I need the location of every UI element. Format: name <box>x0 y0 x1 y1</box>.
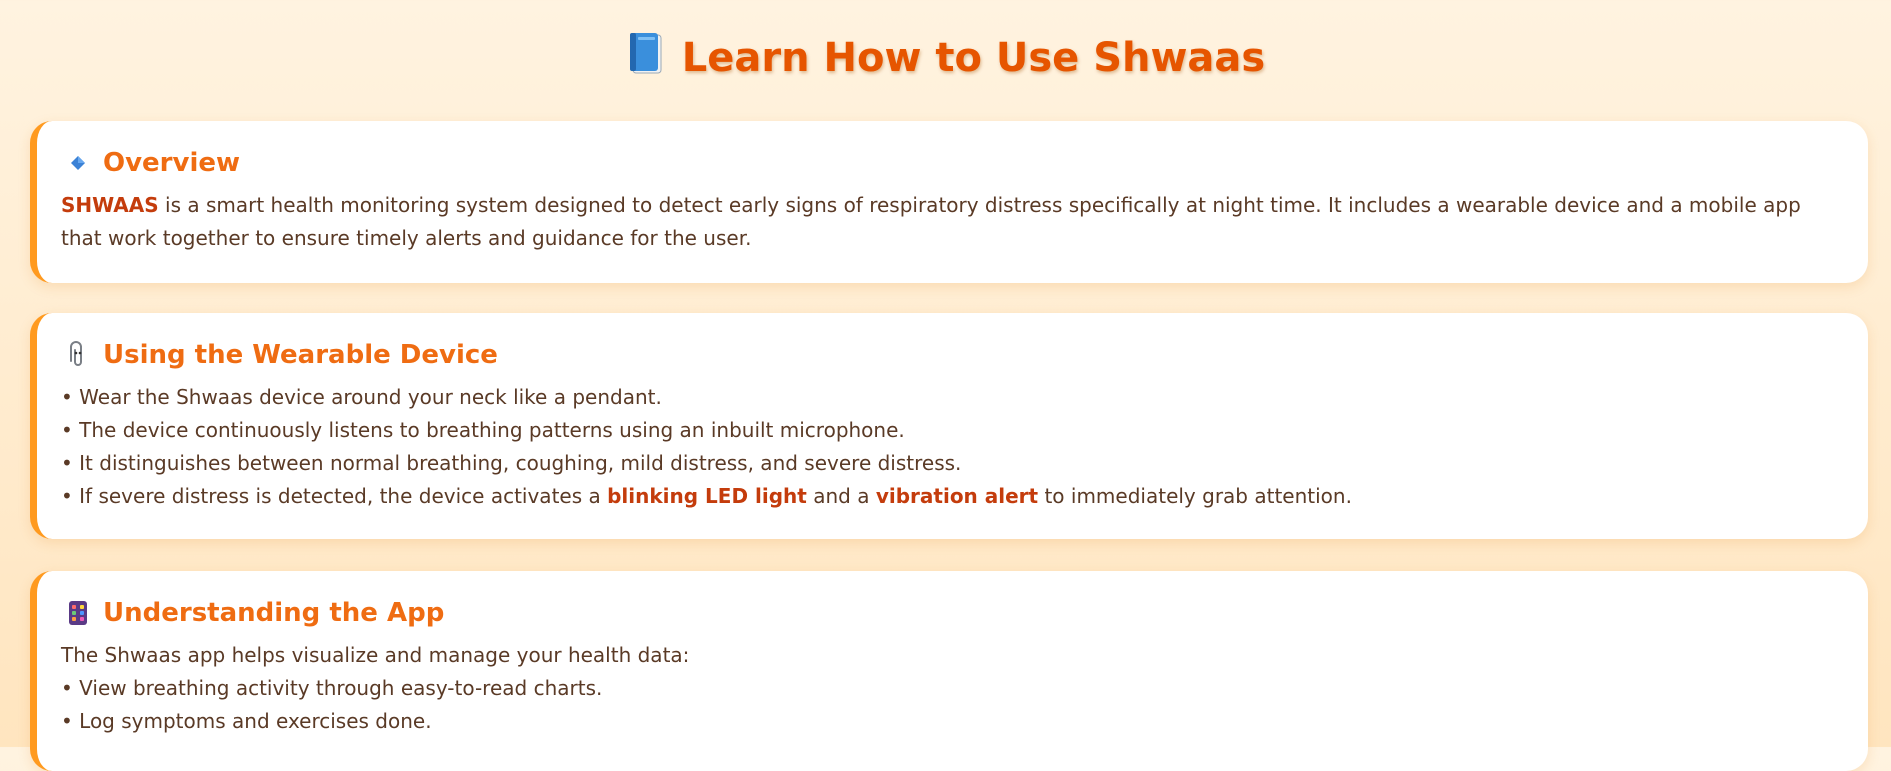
paperclip-icon <box>67 341 89 369</box>
app-heading <box>61 595 1844 631</box>
app-card <box>30 571 1868 771</box>
list-item: • It distinguishes between normal breathing, coughing, mild distress, and severe distress. <box>61 451 962 475</box>
page-title <box>0 28 1891 88</box>
overview-description: is a smart health monitoring system designed to detect early signs of respiratory distress specifically at night time. It includes a wearable device and a mobile app that work together to ensure timely alerts and guidance for the user. <box>61 193 1801 250</box>
vibration-highlight: vibration alert <box>875 484 1039 508</box>
alert-prefix: • If severe distress is detected, the device activates a <box>61 484 608 508</box>
phone-app-icon <box>67 599 89 627</box>
alert-suffix: to immediately grab attention. <box>1038 484 1352 508</box>
blue-book-icon <box>626 31 666 77</box>
app-heading-text: Understanding the App <box>103 598 445 628</box>
overview-heading <box>61 145 1844 181</box>
list-item: • The device continuously listens to breathing patterns using an inbuilt microphone. <box>61 418 905 442</box>
alert-middle: and a <box>806 484 876 508</box>
list-item: • Log symptoms and exercises done. <box>61 709 432 733</box>
list-item <box>61 480 1844 513</box>
app-intro: The Shwaas app helps visualize and manage your health data: <box>61 643 690 667</box>
wearable-heading <box>61 337 1844 373</box>
overview-heading-text: Overview <box>103 148 241 178</box>
wearable-heading-text: Using the Wearable Device <box>103 340 498 370</box>
brand-name: SHWAAS <box>61 193 159 217</box>
page-title-text: Learn How to Use Shwaas <box>681 35 1266 81</box>
list-item: • View breathing activity through easy-to-read charts. <box>61 676 603 700</box>
overview-card <box>30 121 1868 283</box>
overview-text <box>61 189 1844 255</box>
diamond-icon <box>67 149 89 177</box>
led-highlight: blinking LED light <box>607 484 807 508</box>
wearable-card <box>30 313 1868 539</box>
list-item: • Wear the Shwaas device around your neck like a pendant. <box>61 385 662 409</box>
